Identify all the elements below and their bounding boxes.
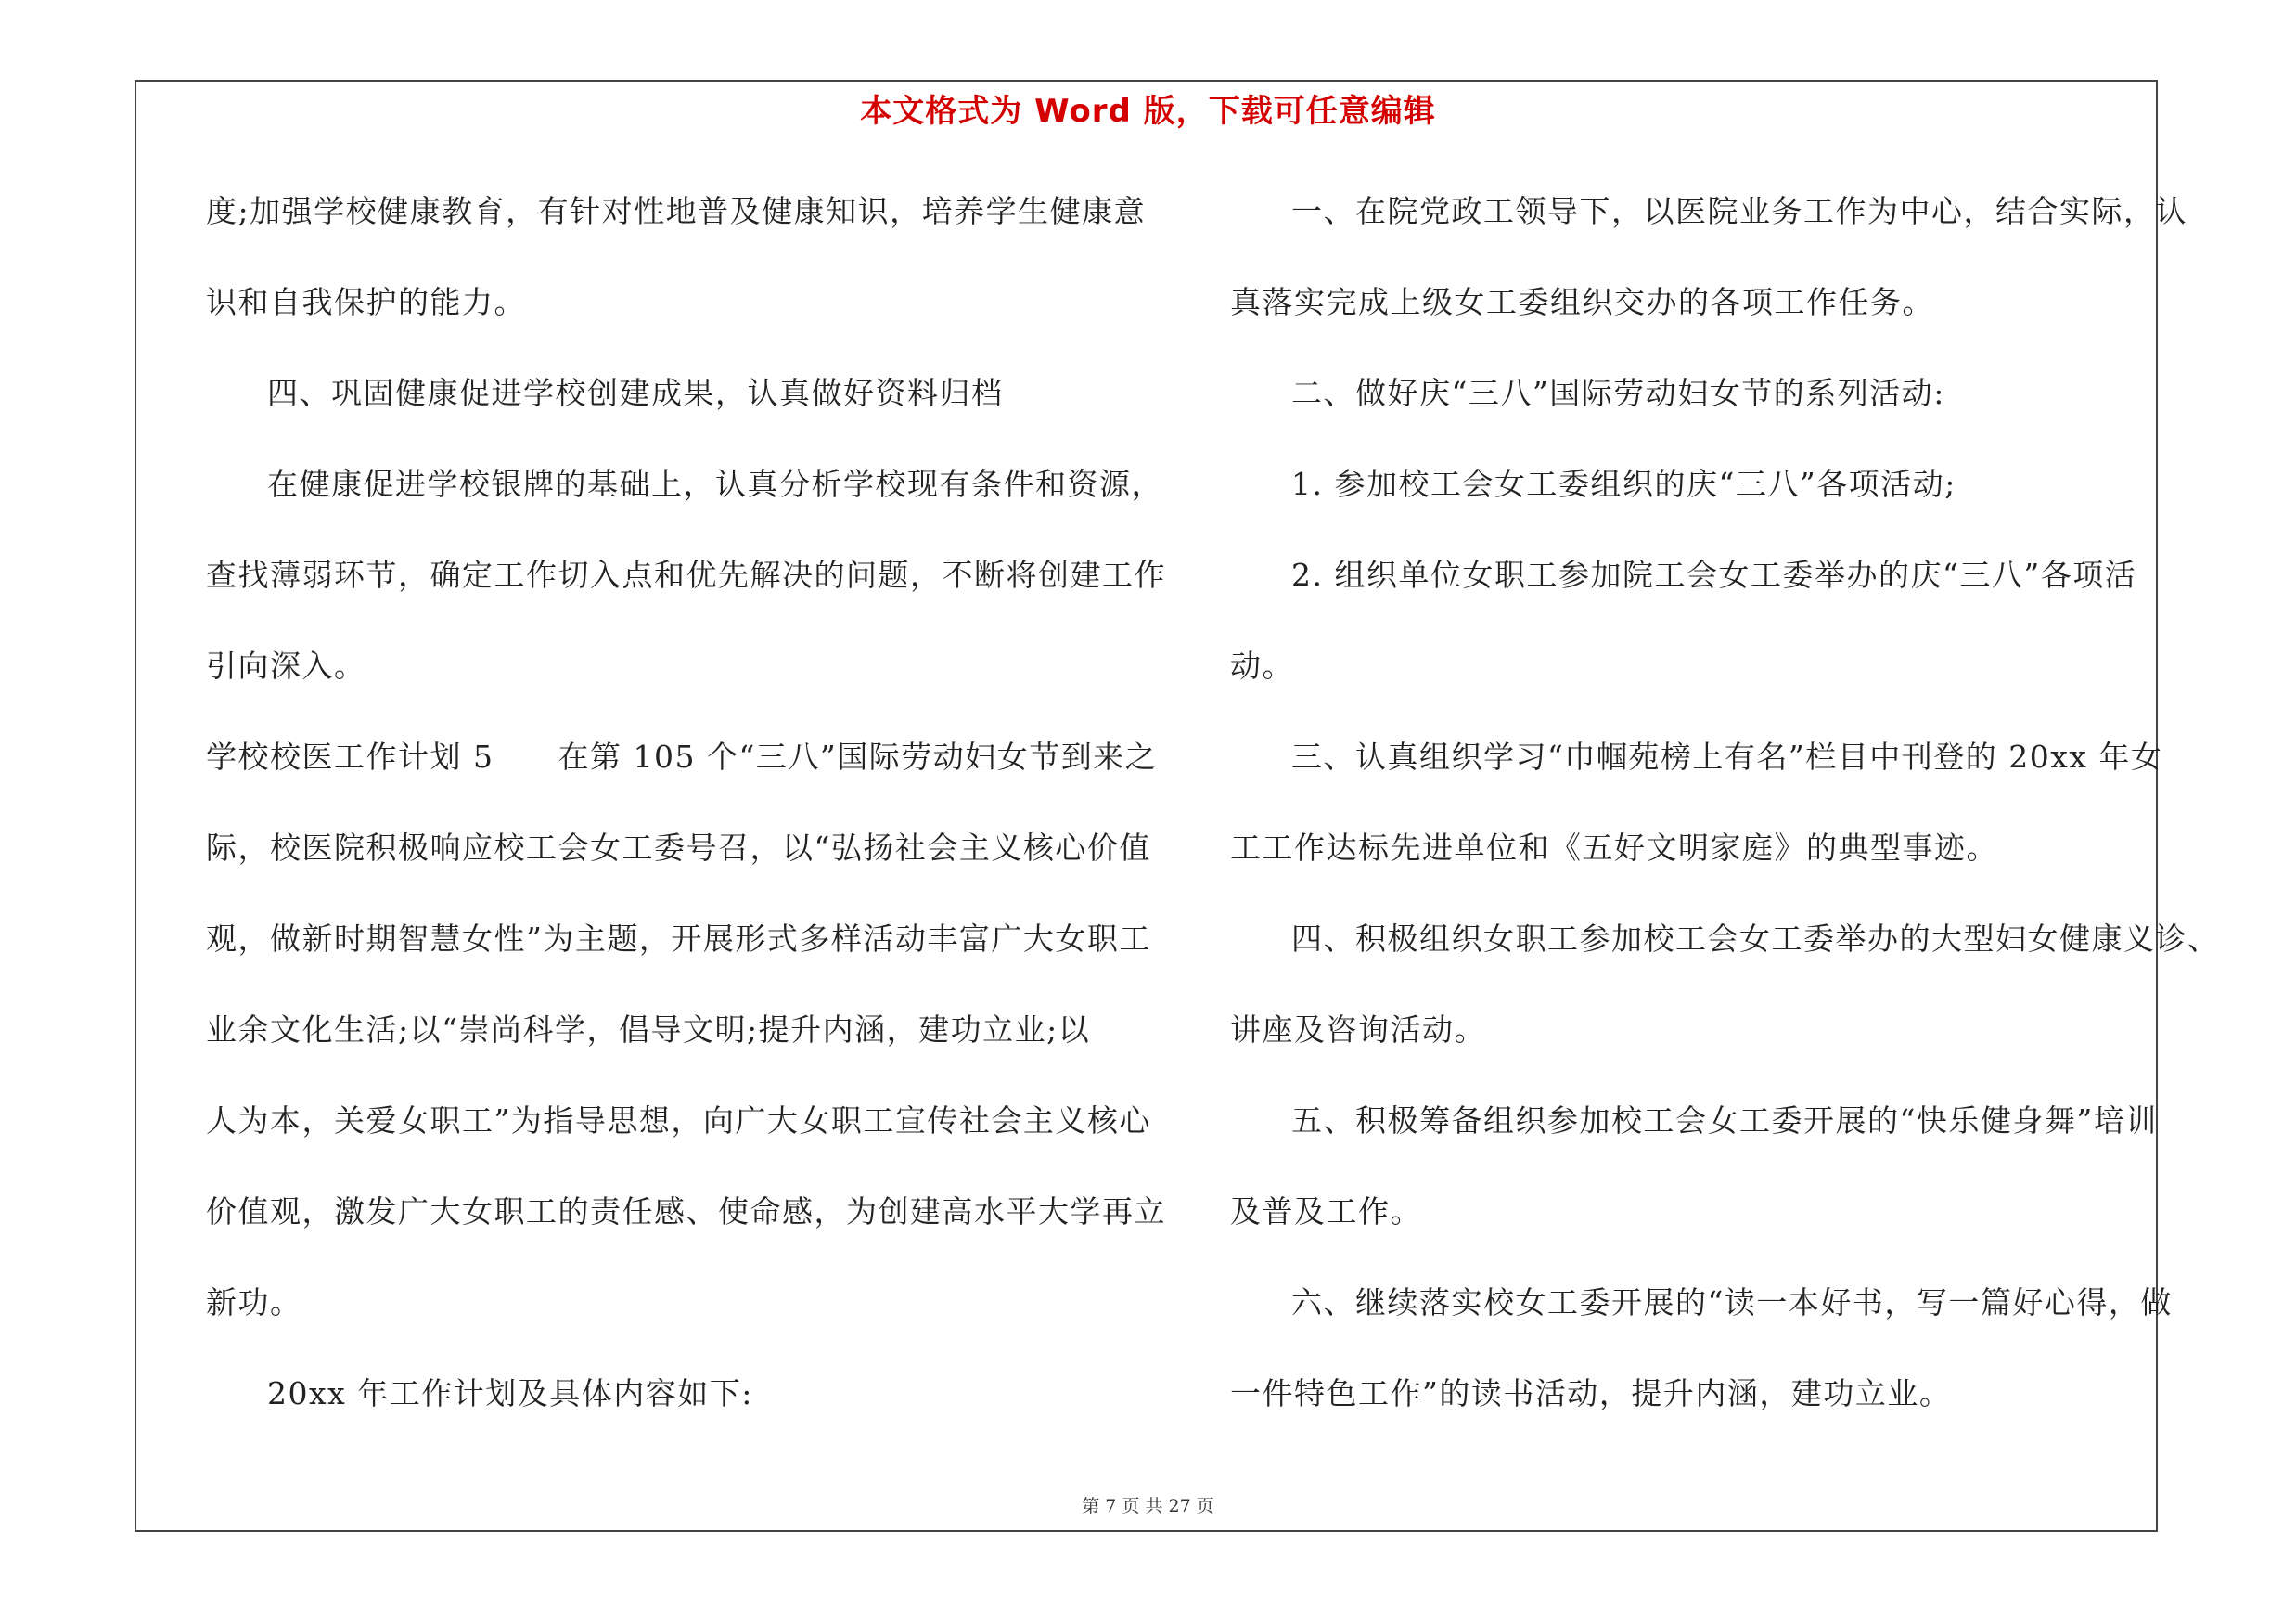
- left-column: [206, 182, 1166, 1455]
- section-heading: 二、做好庆“三八”国际劳动妇女节的系列活动:: [1291, 375, 1945, 411]
- section-heading: 四、积极组织女职工参加校工会女工委举办的大型妇女健康义诊、: [1291, 921, 2220, 957]
- right-column: [1230, 182, 2220, 1455]
- text-line: 识和自我保护的能力。: [206, 284, 526, 320]
- section-heading: 三、认真组织学习“巾帼苑榜上有名”栏目中刊登的 20xx 年女: [1291, 739, 2163, 775]
- text-line: 业余文化生活;以“崇尚科学，倡导文明;提升内涵，建功立业;以: [206, 1011, 1091, 1048]
- section-heading: 四、巩固健康促进学校创建成果，认真做好资料归档: [267, 375, 1004, 411]
- text-line: 一、在院党政工领导下，以医院业务工作为中心，结合实际，认: [1291, 193, 2187, 229]
- text-line: 查找薄弱环节，确定工作切入点和优先解决的问题，不断将创建工作: [206, 557, 1166, 593]
- text-line: 及普及工作。: [1230, 1193, 1422, 1230]
- text-line: 人为本，关爱女职工”为指导思想，向广大女职工宣传社会主义核心: [206, 1102, 1151, 1139]
- plan-title-line: 学校校医工作计划 5 在第 105 个“三八”国际劳动妇女节到来之: [206, 739, 1158, 775]
- text-line: 在健康促进学校银牌的基础上，认真分析学校现有条件和资源，: [267, 466, 1163, 502]
- text-line: 价值观，激发广大女职工的责任感、使命感，为创建高水平大学再立: [206, 1193, 1166, 1230]
- section-heading: 五、积极筹备组织参加校工会女工委开展的“快乐健身舞”培训: [1291, 1102, 2158, 1139]
- text-line: 度;加强学校健康教育，有针对性地普及健康知识，培养学生健康意: [206, 193, 1147, 229]
- text-line: 新功。: [206, 1284, 302, 1320]
- format-banner: 本文格式为 Word 版，下载可任意编辑: [860, 93, 1436, 130]
- text-line: 20xx 年工作计划及具体内容如下:: [267, 1375, 753, 1411]
- section-heading: 六、继续落实校女工委开展的“读一本好书，写一篇好心得，做: [1291, 1284, 2173, 1320]
- text-line: 真落实完成上级女工委组织交办的各项工作任务。: [1230, 284, 1934, 320]
- text-line: 讲座及咨询活动。: [1230, 1011, 1486, 1048]
- list-item: 1. 参加校工会女工委组织的庆“三八”各项活动;: [1291, 466, 1956, 502]
- text-line: 动。: [1230, 648, 1294, 684]
- text-line: 观，做新时期智慧女性”为主题，开展形式多样活动丰富广大女职工: [206, 921, 1151, 957]
- text-line: 工工作达标先进单位和《五好文明家庭》的典型事迹。: [1230, 830, 1998, 866]
- page-number: 第 7 页 共 27 页: [1082, 1496, 1214, 1516]
- text-line: 际，校医院积极响应校工会女工委号召，以“弘扬社会主义核心价值: [206, 830, 1151, 866]
- text-line: 一件特色工作”的读书活动，提升内涵，建功立业。: [1230, 1375, 1952, 1411]
- list-item: 2. 组织单位女职工参加院工会女工委举办的庆“三八”各项活: [1291, 557, 2137, 593]
- text-line: 引向深入。: [206, 648, 366, 684]
